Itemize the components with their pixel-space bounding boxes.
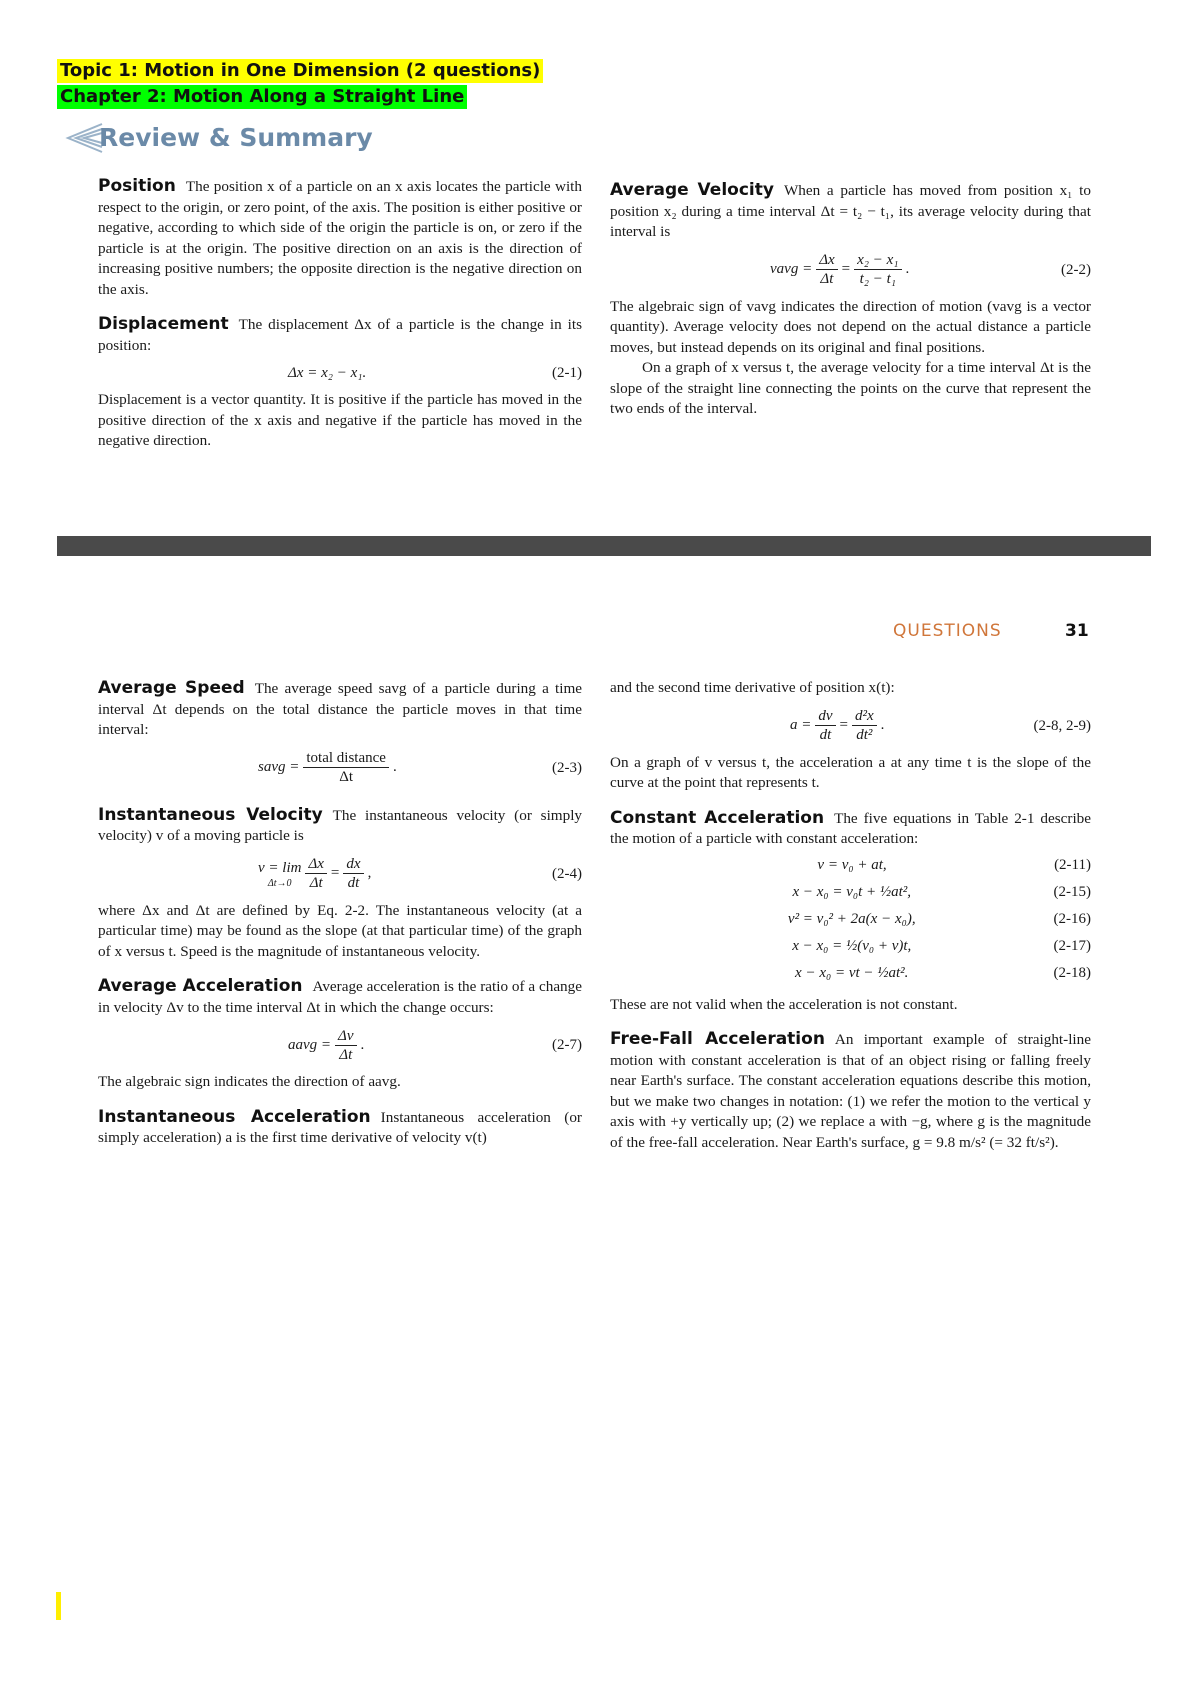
position-text: The position x of a particle on an x axis locates the particle with respect to the origin, or zero point, of the axis. The position is either positive or negative, according to which side of the origin the particle is on, or zero if the particle is at the origin. The positive direction on an axis is the direction of increasing positive numbers; the opposite direction is the negative direction on the axis.: [98, 178, 582, 298]
equation-number: (2-7): [552, 1037, 582, 1053]
page-number: 31: [1065, 621, 1089, 641]
section-displacement: [98, 314, 582, 452]
heading-displacement: Displacement: [98, 314, 229, 334]
bottom-left-column: [98, 678, 582, 1163]
equation-body: x − x₀ = v₀t + ½at²,: [792, 883, 912, 900]
equation-row: [610, 960, 1091, 987]
instantaneous-velocity-text-2: where Δx and Δt are defined by Eq. 2-2. The instantaneous velocity (at a particular time) may be found as the slope (at that particular time) of the graph of x versus t. Speed is the magnitude of instantaneous velocity.: [98, 901, 582, 960]
section-constant-acceleration: [610, 808, 1091, 1016]
displacement-text: The displacement Δx of a particle is the change in its position:: [98, 316, 582, 354]
bottom-right-column: [610, 678, 1091, 1167]
equation-lhs: vavg =: [770, 261, 813, 278]
fraction-numerator: Δv: [335, 1027, 356, 1046]
equation-lhs: savg =: [258, 759, 300, 776]
free-fall-text: An important example of straight-line motion with constant acceleration is that of an object rising or falling freely near Earth's surface. The constant acceleration equations describe this motion, but we make two changes in notation: (1) we refer the motion to the vertical y axis with +y vertically up; (2) we replace a with −g, where g is the magnitude of the free-fall acceleration. Near Earth's surface, g = 9.8 m/s² (= 32 ft/s²).: [610, 1031, 1091, 1151]
equation-body: v² = v₀² + 2a(x − x₀),: [787, 910, 916, 927]
section-average-velocity: [610, 180, 1091, 420]
equation-number: (2-2): [1061, 261, 1091, 278]
fraction-denominator: Δt: [820, 271, 834, 287]
heading-position: Position: [98, 176, 176, 196]
section-average-acceleration: [98, 976, 582, 1093]
fraction-denominator: dt²: [856, 727, 873, 743]
average-velocity-text: When a particle has moved from position x₁ to position x₂ during a time interval Δt = t₂ − t₁, its average velocity during that interval is: [610, 182, 1091, 240]
displacement-text-2: Displacement is a vector quantity. It is positive if the particle has moved in the positive direction of the x axis and negative if the particle has moved in the negative direction.: [98, 391, 582, 449]
limit-subscript: Δt→0: [267, 877, 292, 889]
review-summary-banner: [62, 118, 422, 158]
fraction-numerator: x₂ − x₁: [854, 251, 901, 270]
equation-2-4: v = lim Δt→0 $\frac{\Delta x}{\Delta t}$ = $\frac{dx}{dt}$ , (2-4): [98, 851, 582, 897]
fraction-denominator: Δt: [339, 1046, 353, 1063]
chapter-highlight: Chapter 2: Motion Along a Straight Line: [57, 85, 467, 109]
equation-lhs: aavg =: [288, 1036, 332, 1053]
fraction-denominator: Δt: [309, 875, 323, 891]
equation-lhs: a =: [790, 717, 812, 734]
top-right-column: [610, 180, 1091, 434]
equation-row: [610, 852, 1091, 879]
constant-acceleration-text-2: These are not valid when the acceleration is not constant.: [610, 995, 958, 1013]
instantaneous-acceleration-text-cont: and the second time derivative of position x(t):: [610, 679, 895, 696]
running-head-title: QUESTIONS: [893, 621, 1002, 641]
equation-row: [610, 906, 1091, 933]
equation-2-7: aavg = $\frac{\Delta v}{\Delta t}$ . (2-7): [98, 1022, 582, 1068]
equation-number: (2-15): [1053, 883, 1091, 900]
equation-2-8-2-9: a = $\frac{dv}{dt}$ = $\frac{\text{d²x}}{\text{dt²}}$ . (2-8, 2-9): [610, 703, 1091, 749]
average-velocity-text-2: The algebraic sign of vavg indicates the direction of motion (vavg is a vector quantity). Average velocity does not depend on the actual distance a particle moves, but instead depends on its original and final positions.: [610, 297, 1091, 356]
average-acceleration-text: Average acceleration is the ratio of a change in velocity Δv to the time interval Δt in which the change occurs:: [98, 978, 582, 1016]
equation-number: (2-4): [552, 865, 582, 882]
constant-acceleration-equations: [610, 852, 1091, 987]
equation-number: (2-17): [1053, 937, 1091, 954]
top-left-column: [98, 176, 582, 466]
average-velocity-text-3: On a graph of x versus t, the average velocity for a time interval Δt is the slope of the straight line connecting the points on the curve that represent the two ends of the interval.: [610, 359, 1091, 417]
fraction-numerator: Δx: [816, 251, 837, 270]
equation-number: (2-18): [1053, 964, 1091, 981]
equation-number: (2-8, 2-9): [1033, 717, 1091, 734]
fraction-denominator: t₂ − t₁: [859, 271, 896, 287]
fraction-numerator: d²x: [852, 707, 877, 726]
fraction-denominator: dt: [347, 875, 360, 891]
equation-body: v = v₀ + at,: [817, 856, 887, 873]
heading-constant-acceleration: Constant Acceleration: [610, 807, 825, 828]
heading-free-fall: Free-Fall Acceleration: [610, 1029, 825, 1049]
section-free-fall: [610, 1029, 1091, 1153]
topic-highlight: Topic 1: Motion in One Dimension (2 questions): [57, 59, 543, 83]
equation-body: x − x₀ = ½(v₀ + v)t,: [792, 937, 912, 954]
fraction-numerator: Δx: [305, 855, 326, 874]
constant-acceleration-text: The five equations in Table 2-1 describe the motion of a particle with constant acceleration:: [610, 809, 1091, 847]
fraction-numerator: dx: [343, 855, 363, 874]
heading-instantaneous-velocity: Instantaneous Velocity: [98, 804, 323, 825]
average-speed-text: The average speed savg of a particle during a time interval Δt depends on the total distance the particle moves in that time interval:: [98, 680, 582, 738]
section-average-speed: [98, 678, 582, 791]
heading-average-speed: Average Speed: [98, 678, 245, 698]
equation-2-1: [98, 360, 582, 386]
equation-body: x − x₀ = vt − ½at².: [795, 964, 909, 981]
equation-number: (2-1): [552, 365, 582, 381]
section-position: [98, 176, 582, 300]
section-instantaneous-acceleration-cont: [610, 678, 1091, 794]
equation-row: [610, 879, 1091, 906]
review-summary-title: Review & Summary: [99, 123, 373, 152]
page-divider: [57, 536, 1151, 556]
instantaneous-acceleration-text: Instantaneous acceleration (or simply acceleration) a is the first time derivative of velocity v(t): [98, 1108, 582, 1146]
instantaneous-velocity-text: The instantaneous velocity (or simply velocity) v of a moving particle is: [98, 806, 583, 844]
equation-body: Δx = x₂ − x₁.: [288, 365, 367, 381]
heading-average-acceleration: Average Acceleration: [98, 976, 303, 996]
equation-lhs: v = lim: [258, 860, 302, 877]
section-instantaneous-acceleration: [98, 1107, 582, 1149]
fraction-denominator: dt: [819, 727, 832, 743]
highlight-marker: [56, 1592, 61, 1620]
equation-number: (2-16): [1053, 910, 1091, 927]
fraction-numerator: total distance: [303, 749, 389, 768]
instantaneous-acceleration-text-2: On a graph of v versus t, the acceleration a at any time t is the slope of the curve at the point that represents t.: [610, 753, 1091, 791]
fraction-denominator: Δt: [339, 769, 354, 785]
heading-instantaneous-acceleration: Instantaneous Acceleration: [98, 1106, 371, 1127]
average-acceleration-text-2: The algebraic sign indicates the direction of aavg.: [98, 1073, 401, 1090]
heading-average-velocity: Average Velocity: [610, 180, 774, 200]
fraction-numerator: dv: [815, 707, 835, 726]
section-instantaneous-velocity: [98, 805, 582, 963]
equation-row: [610, 933, 1091, 960]
equation-number: (2-3): [552, 759, 582, 776]
equation-2-3: savg = $\frac{\text{total distance}}{\Delta t}$ . (2-3): [98, 745, 582, 791]
equation-2-2: vavg = $\frac{\Delta x}{\Delta t}$ = $\frac{\text{x₂ − x₁}}{\text{t₂ − t₁}}$ . (2-2): [610, 247, 1091, 293]
equation-number: (2-11): [1054, 856, 1091, 873]
